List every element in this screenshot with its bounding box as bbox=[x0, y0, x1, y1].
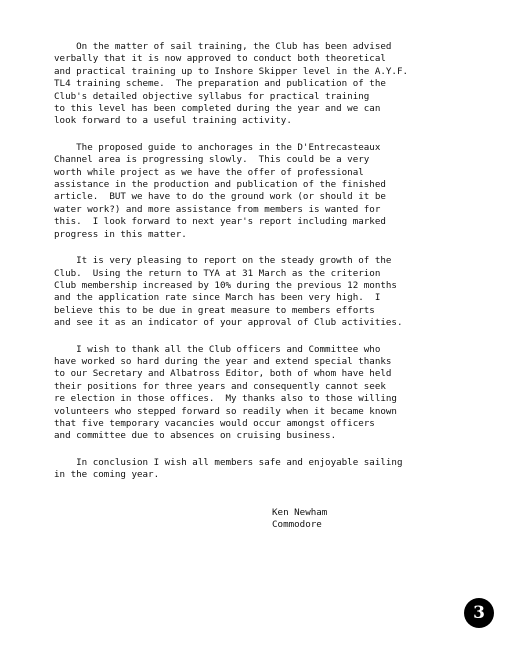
text-line: Club. Using the return to TYA at 31 March as the criterion bbox=[54, 267, 381, 279]
text-line: In conclusion I wish all members safe and enjoyable sailing bbox=[54, 456, 403, 468]
text-line: and see it as an indicator of your approval of Club activities. bbox=[54, 317, 403, 329]
signature-title: Commodore bbox=[272, 519, 322, 531]
text-line: TL4 training scheme. The preparation and publication of the bbox=[54, 78, 386, 90]
paragraph bbox=[54, 255, 484, 329]
text-line: progress in this matter. bbox=[54, 228, 187, 240]
text-line: have worked so hard during the year and extend special thanks bbox=[54, 355, 392, 367]
paragraph bbox=[54, 142, 484, 241]
text-line: assistance in the production and publication of the finished bbox=[54, 179, 386, 191]
text-line: worth while project as we have the offer of professional bbox=[54, 166, 364, 178]
paragraph bbox=[54, 457, 484, 482]
text-line: water work?) and more assistance from members is wanted for bbox=[54, 203, 381, 215]
text-line: to this level has been completed during the year and we can bbox=[54, 103, 381, 115]
text-line: On the matter of sail training, the Club has been advised bbox=[54, 41, 392, 52]
page-number-badge: 3 bbox=[464, 598, 494, 628]
signature-name: Ken Newham bbox=[272, 507, 328, 518]
text-line: volunteers who stepped forward so readily when it became known bbox=[54, 405, 397, 417]
text-line: their positions for three years and consequently cannot seek bbox=[54, 380, 386, 392]
text-line: Club membership increased by 10% during the previous 12 months bbox=[54, 279, 397, 291]
text-line: in the coming year. bbox=[54, 469, 160, 481]
signature-block bbox=[272, 507, 327, 532]
body-text bbox=[54, 41, 484, 496]
text-line: The proposed guide to anchorages in the D'Entrecasteaux bbox=[54, 141, 381, 153]
text-line: believe this to be due in great measure to members efforts bbox=[54, 304, 375, 316]
text-line: article. BUT we have to do the ground work (or should it be bbox=[54, 191, 386, 203]
paragraph bbox=[54, 344, 484, 443]
text-line: verbally that it is now approved to conduct both theoretical bbox=[54, 53, 386, 65]
text-line: this. I look forward to next year's report including marked bbox=[54, 216, 386, 228]
text-line: I wish to thank all the Club officers and Committee who bbox=[54, 343, 381, 355]
text-line: It is very pleasing to report on the steady growth of the bbox=[54, 255, 392, 267]
text-line: and practical training up to Inshore Skipper level in the A.Y.F. bbox=[54, 65, 409, 77]
paragraph bbox=[54, 41, 484, 128]
text-line: Club's detailed objective syllabus for practical training bbox=[54, 90, 370, 102]
text-line: to our Secretary and Albatross Editor, both of whom have held bbox=[54, 368, 392, 380]
text-line: that five temporary vacancies would occur amongst officers bbox=[54, 417, 375, 429]
text-line: look forward to a useful training activity. bbox=[54, 115, 292, 127]
text-line: Channel area is progressing slowly. This could be a very bbox=[54, 154, 370, 166]
text-line: and committee due to absences on cruising business. bbox=[54, 430, 337, 442]
text-line: re election in those offices. My thanks also to those willing bbox=[54, 393, 397, 405]
text-line: and the application rate since March has been very high. I bbox=[54, 292, 381, 304]
